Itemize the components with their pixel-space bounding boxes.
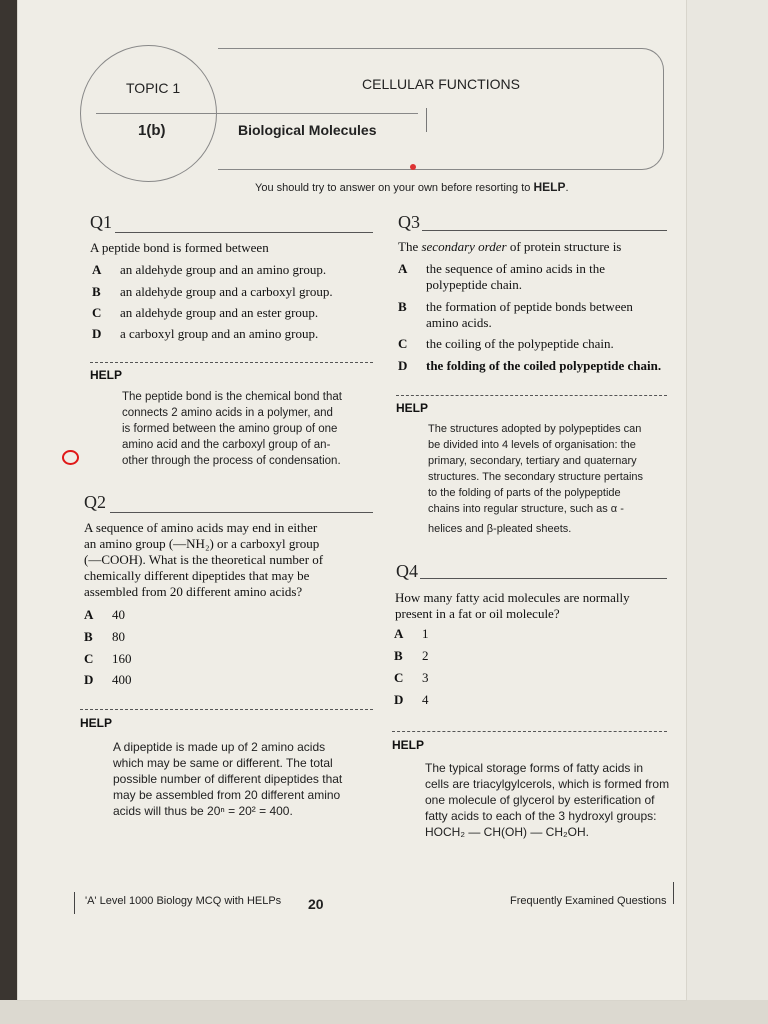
q1-help-label: HELP	[90, 368, 123, 382]
q1-text: A peptide bond is formed between	[90, 240, 269, 255]
q1-option-c[interactable]: C an aldehyde group and an ester group.	[92, 305, 319, 320]
header-divider	[96, 113, 418, 114]
section-title: CELLULAR FUNCTIONS	[362, 76, 520, 92]
footer-book-title: 'A' Level 1000 Biology MCQ with HELPs	[85, 895, 282, 907]
q4-rule	[420, 578, 667, 579]
q3-label: Q3	[398, 212, 420, 232]
q3-option-d[interactable]: D the folding of the coiled polypeptide chain.	[398, 358, 662, 373]
q3-rule	[422, 230, 667, 231]
topic-label: TOPIC 1	[126, 80, 181, 96]
q4-option-d[interactable]: D 4	[394, 692, 429, 707]
footer-left-bar	[74, 892, 75, 914]
q2-rule	[110, 512, 373, 513]
q4-help-label: HELP	[392, 738, 425, 752]
q3-option-b[interactable]: B the formation of peptide bonds between amino acids.	[398, 299, 633, 330]
q3-option-a[interactable]: A the sequence of amino acids in the polypeptide chain.	[398, 261, 606, 292]
subsection-title: Biological Molecules	[238, 122, 377, 138]
q1-rule	[115, 232, 373, 233]
q1-option-b[interactable]: B an aldehyde group and a carboxyl group.	[92, 284, 333, 299]
q4-help-rule	[392, 731, 667, 732]
q3-help-label: HELP	[396, 401, 429, 415]
q2-option-c[interactable]: C 160	[84, 651, 132, 666]
header-box	[218, 48, 664, 170]
q3-option-c[interactable]: C the coiling of the polypeptide chain.	[398, 336, 614, 351]
q1-option-d[interactable]: D a carboxyl group and an amino group.	[92, 326, 319, 341]
q2-option-b[interactable]: B 80	[84, 629, 125, 644]
q1-help-text: The peptide bond is the chemical bond that connects 2 amino acids in a polymer, and is formed between the amino group of one amino acid and the carboxyl group of an- other through the process of condensation.	[122, 391, 342, 467]
q2-help-rule	[80, 709, 373, 710]
q4-option-b[interactable]: B 2	[394, 648, 429, 663]
q1-help-rule	[90, 362, 373, 363]
q4-help-text: The typical storage forms of fatty acids in cells are triacylgylcerols, which is formed from one molecule of glycerol by esterification of fatty acids to each of the 3 hydroxyl groups: HOCH₂ — CH(OH) — CH₂OH.	[425, 761, 670, 839]
topic-number: 1(b)	[138, 122, 166, 139]
q4-option-c[interactable]: C 3	[394, 670, 429, 685]
q3-help-rule	[396, 395, 667, 396]
q2-label: Q2	[84, 492, 106, 512]
header-vbar	[426, 108, 427, 132]
q2-option-d[interactable]: D 400	[84, 672, 132, 687]
red-dot-mark	[410, 164, 416, 170]
q1-option-a[interactable]: A an aldehyde group and an amino group.	[92, 262, 327, 277]
footer-right-bar	[673, 882, 674, 904]
q4-option-a[interactable]: A 1	[394, 626, 429, 641]
q2-text: A sequence of amino acids may end in either an amino group (—NH₂) or a carboxyl group (—COOH). What is the theoretical number of chemically different dipeptides that may be assembled from 20 different amino acids?	[84, 520, 324, 599]
instruction-text: You should try to answer on your own before resorting to HELP.	[255, 180, 569, 194]
q2-option-a[interactable]: A 40	[84, 607, 125, 622]
q3-help-text: The structures adopted by polypeptides can be divided into 4 levels of organisation: the primary, secondary, tertiary and quaternary structures. The secondary structure pertains to the folding of parts of the polypeptide chains into regular structure, such as α - helices and β-pleated sheets.	[428, 423, 644, 535]
red-circle-mark	[62, 450, 79, 465]
q2-help-label: HELP	[80, 716, 113, 730]
q4-text: How many fatty acid molecules are normally present in a fat or oil molecule?	[395, 590, 630, 621]
page-number: 20	[308, 896, 324, 912]
q1-label: Q1	[90, 212, 112, 232]
q4-label: Q4	[396, 561, 418, 581]
q3-text: The secondary order of protein structure is	[398, 239, 622, 254]
q2-help-text: A dipeptide is made up of 2 amino acids which may be same or different. The total possible number of different dipeptides that may be assembled from 20 different amino acids will thus be 20ⁿ = 20² = 400.	[113, 740, 343, 818]
footer-section: Frequently Examined Questions	[510, 895, 667, 907]
